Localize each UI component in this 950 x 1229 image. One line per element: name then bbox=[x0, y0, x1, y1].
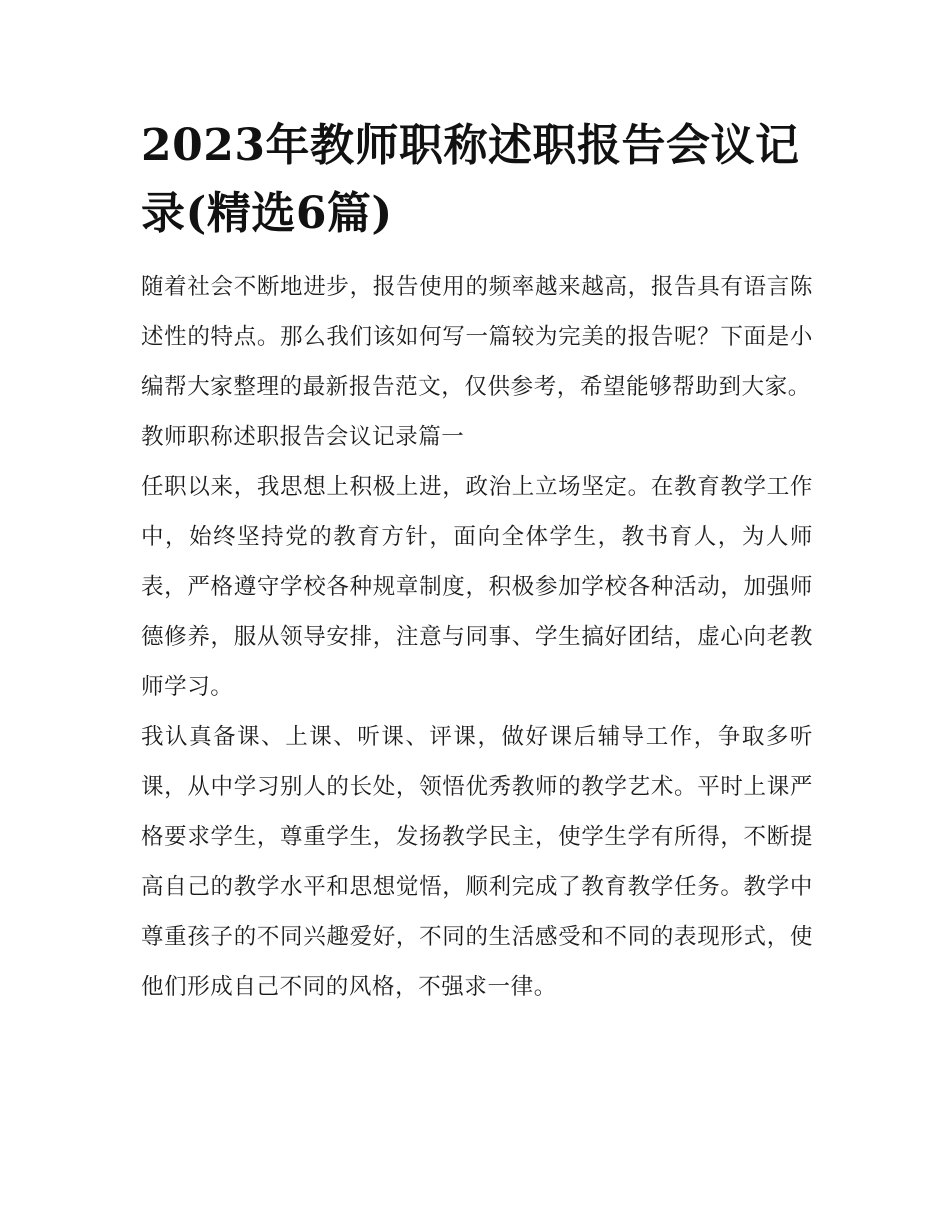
body-paragraph-1: 任职以来，我思想上积极上进，政治上立场坚定。在教育教学工作中，始终坚持党的教育方针，面向全体学生，教书育人，为人师表，严格遵守学校各种规章制度，积极参加学校各种活动，加强师德修养，服从领导安排，注意与同事、学生搞好团结，虚心向老教师学习。 bbox=[141, 474, 813, 700]
section-heading: 教师职称述职报告会议记录篇一 bbox=[141, 424, 465, 450]
body-paragraph-2: 我认真备课、上课、听课、评课，做好课后辅导工作，争取多听课，从中学习别人的长处，领悟优秀教师的教学艺术。平时上课严格要求学生，尊重学生，发扬教学民主，使学生学有所得，不断提高自己的教学水平和思想觉悟，顺利完成了教育教学任务。教学中尊重孩子的不同兴趣爱好，不同的生活感受和不同的表现形式，使他们形成自己不同的风格，不强求一律。 bbox=[141, 724, 813, 1000]
document-page bbox=[141, 112, 813, 1012]
intro-paragraph: 随着社会不断地进步，报告使用的频率越来越高，报告具有语言陈述性的特点。那么我们该如何写一篇较为完美的报告呢？下面是小编帮大家整理的最新报告范文，仅供参考，希望能够帮助到大家。 bbox=[141, 274, 813, 400]
document-title: 2023年教师职称述职报告会议记录(精选6篇) bbox=[141, 120, 800, 239]
